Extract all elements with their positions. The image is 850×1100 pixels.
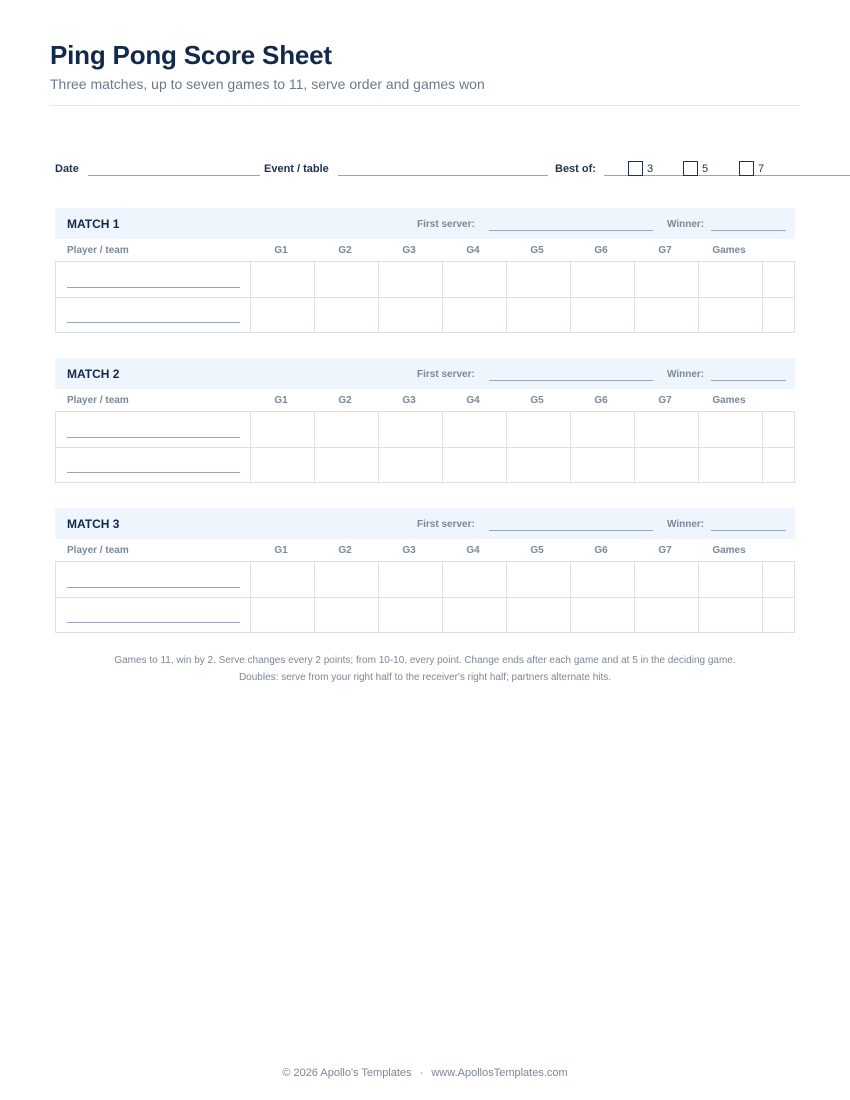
player-team-header: Player / team [67, 395, 129, 406]
first-server-field[interactable] [489, 530, 653, 531]
score-grid [55, 261, 795, 333]
page-subtitle: Three matches, up to seven games to 11, serve order and games won [50, 76, 485, 92]
winner-field[interactable] [711, 380, 786, 381]
match-title: MATCH 2 [67, 367, 120, 381]
match-3-section [55, 508, 795, 634]
match-header [55, 208, 795, 239]
player-2-name-field[interactable] [67, 322, 240, 323]
column-divider [442, 562, 443, 632]
game-2-header: G2 [338, 395, 352, 406]
game-1-header: G1 [274, 245, 288, 256]
column-divider [570, 412, 571, 482]
player-1-name-field[interactable] [67, 287, 240, 288]
best-of-label: Best of: [555, 163, 596, 175]
best-of-7-checkbox[interactable] [739, 161, 754, 176]
column-divider [250, 562, 251, 632]
column-divider [378, 562, 379, 632]
column-divider [250, 262, 251, 332]
score-grid [55, 411, 795, 483]
game-2-header: G2 [338, 245, 352, 256]
column-divider [250, 412, 251, 482]
column-divider [698, 562, 699, 632]
winner-label: Winner: [667, 519, 705, 530]
column-divider [698, 262, 699, 332]
column-divider [506, 412, 507, 482]
rules-note [50, 652, 800, 686]
event-label: Event / table [264, 163, 329, 175]
game-3-header: G3 [402, 545, 416, 556]
page-title: Ping Pong Score Sheet [50, 40, 332, 70]
player-team-header: Player / team [67, 245, 129, 256]
game-5-header: G5 [530, 395, 544, 406]
date-field[interactable] [88, 175, 260, 176]
date-label: Date [55, 163, 79, 175]
game-5-header: G5 [530, 545, 544, 556]
winner-field[interactable] [711, 530, 786, 531]
winner-label: Winner: [667, 219, 705, 230]
best-of-3-checkbox[interactable] [628, 161, 643, 176]
game-3-header: G3 [402, 245, 416, 256]
match-header [55, 508, 795, 539]
winner-field[interactable] [711, 230, 786, 231]
first-server-field[interactable] [489, 380, 653, 381]
games-won-header: Games [712, 395, 746, 406]
first-server-label: First server: [417, 369, 475, 380]
game-7-header: G7 [658, 395, 672, 406]
column-divider [442, 412, 443, 482]
column-divider [762, 412, 763, 482]
score-grid [55, 561, 795, 633]
first-server-label: First server: [417, 219, 475, 230]
best-of-7-label: 7 [758, 163, 765, 175]
games-won-header: Games [712, 545, 746, 556]
match-1-section [55, 208, 795, 334]
player-team-header: Player / team [67, 545, 129, 556]
column-divider [314, 262, 315, 332]
game-7-header: G7 [658, 545, 672, 556]
games-won-header: Games [712, 245, 746, 256]
player-2-name-field[interactable] [67, 622, 240, 623]
match-title: MATCH 3 [67, 517, 120, 531]
column-divider [506, 262, 507, 332]
game-2-header: G2 [338, 545, 352, 556]
player-1-name-field[interactable] [67, 437, 240, 438]
rules-note-line-2: Doubles: serve from your right half to the receiver's right half; partners alternate hits. [238, 672, 612, 683]
match-2-section [55, 358, 795, 484]
game-6-header: G6 [594, 245, 608, 256]
column-divider [762, 262, 763, 332]
column-divider [314, 412, 315, 482]
column-divider [570, 262, 571, 332]
footer-copyright: © 2026 Apollo's Templates [282, 1067, 412, 1079]
column-headers [55, 245, 795, 259]
player-2-name-field[interactable] [67, 472, 240, 473]
row-divider [56, 447, 794, 448]
best-of-5-label: 5 [702, 163, 709, 175]
footer [0, 1067, 850, 1079]
match-header [55, 358, 795, 389]
player-1-name-field[interactable] [67, 587, 240, 588]
game-1-header: G1 [274, 545, 288, 556]
column-divider [506, 562, 507, 632]
game-7-header: G7 [658, 245, 672, 256]
column-divider [378, 262, 379, 332]
game-4-header: G4 [466, 545, 480, 556]
footer-website-link[interactable]: www.ApollosTemplates.com [431, 1067, 568, 1079]
game-3-header: G3 [402, 395, 416, 406]
game-5-header: G5 [530, 245, 544, 256]
column-headers [55, 545, 795, 559]
game-1-header: G1 [274, 395, 288, 406]
match-title: MATCH 1 [67, 217, 120, 231]
column-divider [634, 262, 635, 332]
row-divider [56, 597, 794, 598]
column-headers [55, 395, 795, 409]
game-4-header: G4 [466, 395, 480, 406]
column-divider [698, 412, 699, 482]
header-divider [50, 105, 800, 106]
game-6-header: G6 [594, 395, 608, 406]
column-divider [314, 562, 315, 632]
column-divider [634, 562, 635, 632]
column-divider [762, 562, 763, 632]
column-divider [442, 262, 443, 332]
best-of-3-label: 3 [647, 163, 654, 175]
game-6-header: G6 [594, 545, 608, 556]
row-divider [56, 297, 794, 298]
column-divider [634, 412, 635, 482]
event-field[interactable] [338, 175, 548, 176]
column-divider [378, 412, 379, 482]
winner-label: Winner: [667, 369, 705, 380]
first-server-field[interactable] [489, 230, 653, 231]
first-server-label: First server: [417, 519, 475, 530]
best-of-5-checkbox[interactable] [683, 161, 698, 176]
column-divider [570, 562, 571, 632]
event-info-row [0, 160, 850, 180]
game-4-header: G4 [466, 245, 480, 256]
rules-note-line-1: Games to 11, win by 2. Serve changes every 2 points; from 10-10, every point. Change ends after each game and at 5 in the deciding game. [114, 655, 736, 666]
footer-separator: · [419, 1067, 424, 1079]
